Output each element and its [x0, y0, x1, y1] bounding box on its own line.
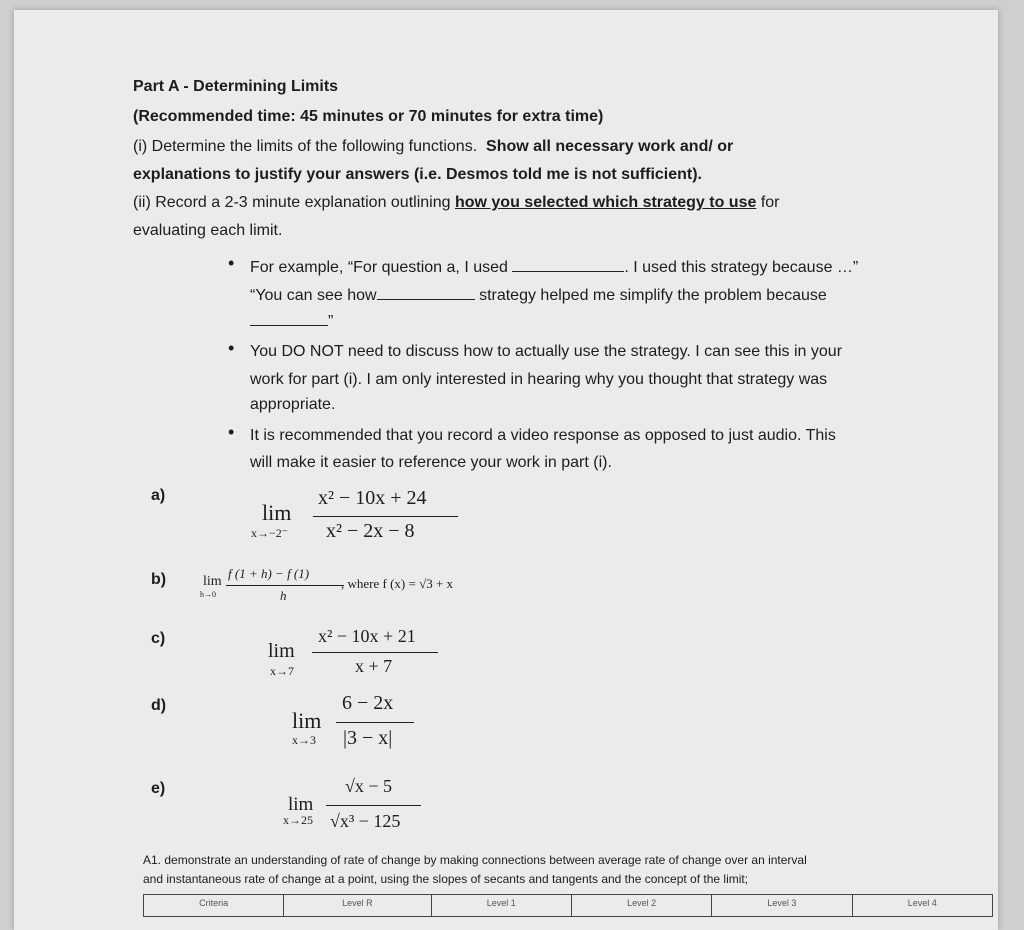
answer-blank: [250, 311, 328, 326]
question-label-b: b): [151, 571, 167, 588]
recommended-time: (Recommended time: 45 minutes or 70 minutes for extra time): [133, 108, 604, 125]
bullet-1-line3: [250, 311, 333, 331]
bullet-2-line3: appropriate.: [250, 396, 336, 413]
lim-subscript: x→7: [270, 664, 294, 678]
rubric-header-level-1: Level 1: [431, 895, 571, 917]
instruction-part-i-line2: explanations to justify your answers (i.e. Desmos told me is not sufficient).: [133, 166, 702, 183]
rubric-header-level-2: Level 2: [571, 895, 711, 917]
instruction-text: for: [760, 194, 780, 211]
fraction-numerator: √x − 5: [345, 776, 393, 796]
fraction-numerator: 6 − 2x: [342, 692, 394, 714]
rubric-header-level-4: Level 4: [852, 895, 992, 917]
bullet-text: “You can see how: [250, 287, 377, 304]
rubric-header-level-r: Level R: [284, 895, 431, 917]
bullet-dot: •: [228, 422, 235, 442]
fraction-numerator: f (1 + h) − f (1): [228, 566, 310, 581]
fraction-denominator: √x³ − 125: [330, 811, 401, 831]
fraction-bar: [336, 722, 414, 723]
lim-operator: lim: [268, 640, 295, 662]
lim-subscript: x→3: [292, 733, 316, 747]
question-label-d: d): [151, 697, 167, 714]
fraction-bar: [226, 585, 344, 586]
instruction-underlined-text: how you selected which strategy to use: [454, 194, 757, 211]
question-label-e: e): [151, 780, 166, 797]
lim-operator: lim: [292, 708, 322, 733]
bullet-text: ”: [328, 313, 334, 330]
page-title: Part A - Determining Limits: [133, 78, 339, 95]
bullet-dot: •: [228, 338, 235, 358]
bullet-3-line2: will make it easier to reference your work in part (i).: [250, 454, 612, 471]
curriculum-expectation-line2: and instantaneous rate of change at a point, using the slopes of secants and tangents and the concept of the limit;: [143, 872, 749, 886]
bullet-dot: •: [228, 253, 235, 273]
lim-operator: lim: [262, 500, 292, 525]
rubric-header-level-3: Level 3: [712, 895, 852, 917]
curriculum-expectation-line1: A1. demonstrate an understanding of rate of change by making connections between average rate of change over an interval: [143, 853, 807, 867]
function-definition: , where f (x) = √3 + x: [341, 576, 454, 591]
lim-subscript: x→25: [283, 813, 313, 827]
bullet-1-line2: [250, 285, 827, 305]
bullet-2-line1: You DO NOT need to discuss how to actually use the strategy. I can see this in your: [250, 343, 843, 360]
bullet-text: strategy helped me simplify the problem because: [479, 287, 827, 304]
lim-subscript: x→−2⁻: [251, 526, 289, 540]
instruction-bold-text: Show all necessary work and/ or: [486, 138, 734, 155]
fraction-denominator: x + 7: [355, 656, 393, 676]
bullet-2-line2: work for part (i). I am only interested in hearing why you thought that strategy was: [250, 371, 828, 388]
lim-subscript: h→0: [200, 590, 216, 599]
bullet-text: For example, “For question a, I used: [250, 259, 508, 276]
rubric-header-row: [144, 895, 993, 917]
fraction-denominator: |3 − x|: [343, 727, 393, 749]
question-label-c: c): [151, 630, 166, 647]
fraction-bar: [313, 516, 458, 517]
question-label-a: a): [151, 487, 166, 504]
fraction-bar: [312, 652, 438, 653]
rubric-table: [143, 894, 993, 917]
lim-operator: lim: [203, 574, 222, 589]
instruction-part-ii-line2: evaluating each limit.: [133, 222, 283, 239]
bullet-3-line1: It is recommended that you record a video response as opposed to just audio. This: [250, 427, 836, 444]
answer-blank: [377, 285, 475, 300]
bullet-1-line1: [250, 257, 858, 277]
answer-blank: [512, 257, 624, 272]
fraction-numerator: x² − 10x + 24: [318, 487, 427, 509]
fraction-numerator: x² − 10x + 21: [318, 626, 416, 646]
rubric-header-criteria: Criteria: [144, 895, 284, 917]
instruction-text: (i) Determine the limits of the following functions.: [133, 138, 478, 155]
fraction-denominator: h: [280, 588, 287, 603]
lim-operator: lim: [288, 794, 314, 815]
instruction-text: (ii) Record a 2-3 minute explanation outlining: [133, 194, 451, 211]
fraction-bar: [326, 805, 421, 806]
fraction-denominator: x² − 2x − 8: [326, 520, 415, 542]
instruction-part-ii-line1: [133, 194, 780, 212]
instruction-part-i-line1: [133, 138, 733, 156]
bullet-text: . I used this strategy because …”: [624, 259, 859, 276]
